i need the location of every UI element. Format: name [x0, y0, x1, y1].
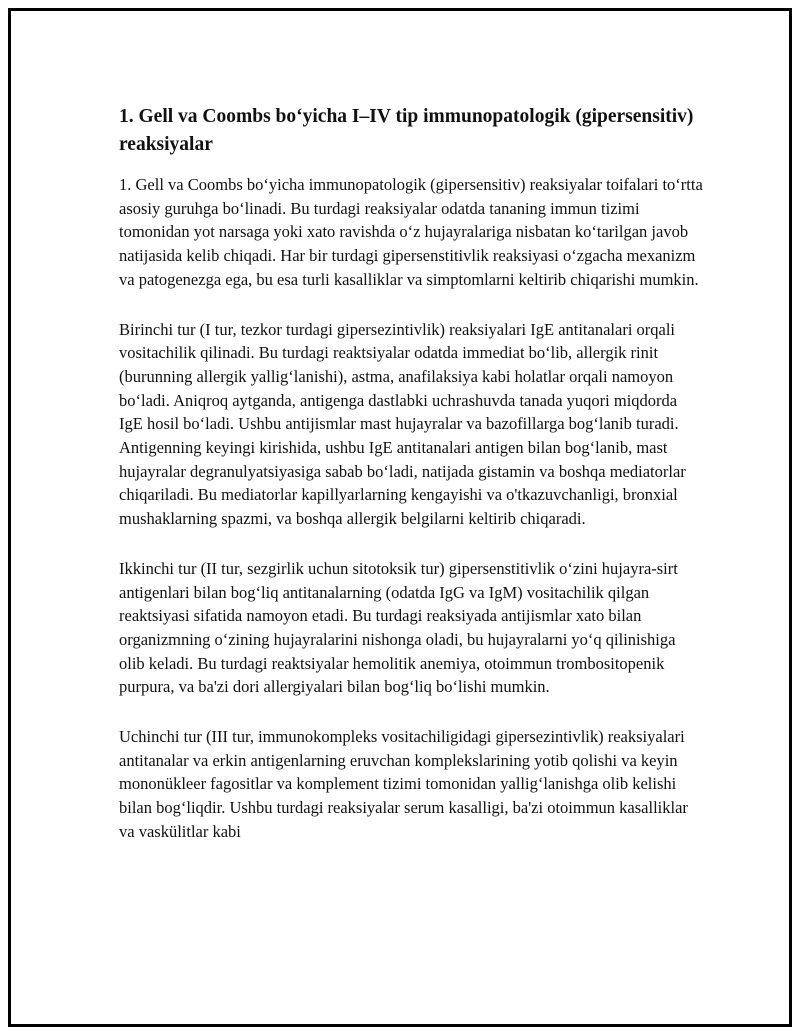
- paragraph-type-3: Uchinchi tur (III tur, immunokompleks vositachiligidagi gipersezintivlik) reaksiyalari antitanalar va erkin antigenlarning eruvchan komplekslarining yotib qolishi va keyin mononükleer fagositlar va komplement tizimi tomonidan yallig‘lanishga olib kelishi bilan bog‘liqdir. Ushbu turdagi reaksiyalar serum kasalligi, ba'zi otoimmun kasalliklar va vaskülitlar kabi: [119, 727, 688, 841]
- paragraph-intro: 1. Gell va Coombs bo‘yicha immunopatologik (gipersensitiv) reaksiyalar toifalari to‘rtta asosiy guruhga bo‘linadi. Bu turdagi reaksiyalar odatda tananing immun tizimi tomonidan yot narsaga yoki xato ravishda o‘z hujayralariga nisbatan ko‘tarilgan javob natijasida kelib chiqadi. Har bir turdagi gipersenstitivlik reaksiyasi o‘zgacha mexanizm va patogenezga ega, bu esa turli kasalliklar va simptomlarni keltirib chiqarishi mumkin.: [119, 175, 703, 289]
- paragraph-type-2: Ikkinchi tur (II tur, sezgirlik uchun sitotoksik tur) gipersenstitivlik o‘zini hujayra-sirt antigenlari bilan bog‘liq antitanalarning (odatda IgG va IgM) vositachilik qilgan reaktsiyasi sifatida namoyon etadi. Bu turdagi reaksiyada antijismlar xato bilan organizmning o‘zining hujayralarini nishonga oladi, bu hujayralarni yo‘q qilinishiga olib keladi. Bu turdagi reaktsiyalar hemolitik anemiya, otoimmun trombositopenik purpura, va ba'zi dori allergiyalari bilan bog‘liq bo‘lishi mumkin.: [119, 558, 678, 697]
- paragraph-type-1: Birinchi tur (I tur, tezkor turdagi gipersezintivlik) reaksiyalari IgE antitanalari orqali vositachilik qilinadi. Bu turdagi reaktsiyalar odatda immediat bo‘lib, allergik rinit (burunning allergik yallig‘lanishi), astma, anafilaksiya kabi holatlar orqali namoyon bo‘ladi. Aniqroq aytganda, antigenga dastlabki uchrashuvda tanada yuqori miqdorda IgE hosil bo‘ladi. Ushbu antijismlar mast hujayralar va bazofillarga bog‘lanib turadi. Antigenning keyingi kirishida, ushbu IgE antitanalari antigen bilan bog‘lanib, mast hujayralar degranulyatsiyasiga sabab bo‘ladi, natijada gistamin va boshqa mediatorlar chiqariladi. Bu mediatorlar kapillyarlarning kengayishi va o'tkazuvchanligi, bronxial mushaklarning spazmi, va boshqa allergik belgilarni keltirib chiqaradi.: [119, 319, 686, 529]
- section-heading: 1. Gell va Coombs bo‘yicha I–IV tip immunopatologik (gipersensitiv) reaksiyalar: [119, 106, 694, 155]
- page-frame: [8, 8, 792, 1027]
- document-body: [119, 103, 705, 870]
